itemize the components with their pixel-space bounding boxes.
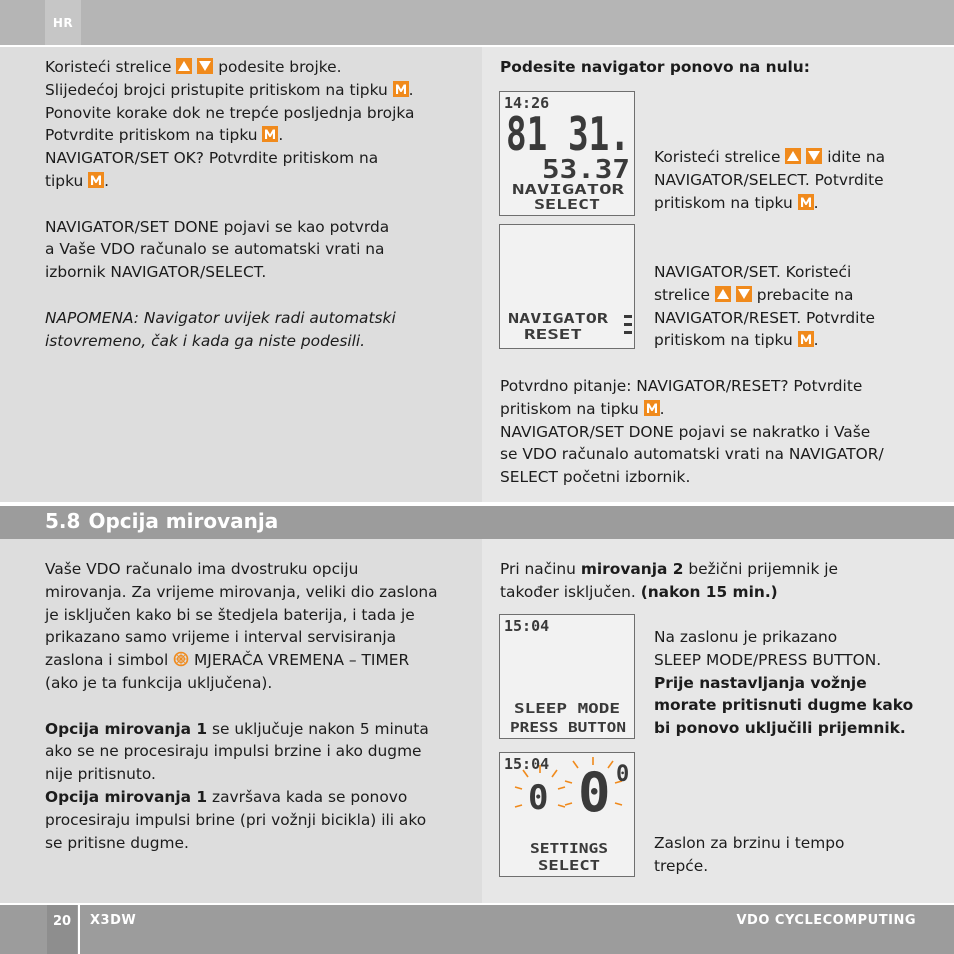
lcd-segment: [624, 315, 632, 318]
lcd-segment: [624, 331, 632, 334]
m-key-icon: [262, 126, 278, 142]
lcd-time: 15:04: [504, 617, 550, 635]
top-left-text: [45, 56, 414, 352]
lcd-line-1: SLEEP MODE: [514, 702, 620, 717]
lcd-line-1: NAVIGATOR: [508, 312, 609, 327]
lcd-segment: [624, 323, 632, 326]
text-line: NAVIGATOR/RESET. Potvrdite: [654, 308, 875, 327]
section-number: 5.8: [45, 509, 81, 533]
text-line: ako se ne procesiraju impulsi brzine i ako dugme: [45, 742, 422, 761]
text-line: trepće.: [654, 856, 709, 875]
lcd-line-1: SETTINGS: [530, 842, 609, 857]
lcd-line-2: RESET: [524, 328, 583, 343]
arrow-down-icon: [736, 286, 752, 302]
confirm-text: [500, 375, 884, 489]
text-line: (ako je ta funkcija uključena).: [45, 673, 273, 692]
lcd-main-value: 81 31.: [506, 107, 630, 161]
text-line: tipku .: [45, 171, 110, 190]
m-key-icon: [798, 331, 814, 347]
m-key-icon: [88, 172, 104, 188]
text-line: Na zaslonu je prikazano: [654, 628, 838, 646]
lcd-display-navigator-reset: [499, 224, 635, 349]
top-right-heading: Podesite navigator ponovo na nulu:: [500, 58, 810, 76]
text-line: Slijedećoj brojci pristupite pritiskom na tipku .: [45, 80, 414, 99]
text-line: Pri načinu mirovanja 2 bežični prijemnik je: [500, 560, 838, 578]
header-band: [0, 0, 954, 45]
text-line: pritiskom na tipku .: [654, 331, 819, 350]
blank-line: [45, 284, 414, 307]
arrow-up-icon: [176, 58, 192, 74]
text-line: Koristeći strelice idite na: [654, 148, 886, 166]
bottom-right-intro: [500, 558, 838, 604]
lcd-digit: 0: [578, 761, 611, 824]
text-line: pritiskom na tipku .: [500, 399, 665, 418]
lcd-display-navigator-select: [499, 91, 635, 216]
step-1-text: [654, 146, 885, 214]
text-line: se pritisne dugme.: [45, 833, 189, 852]
text-line: Vaše VDO računalo ima dvostruku opciju: [45, 560, 359, 578]
arrow-down-icon: [806, 148, 822, 164]
arrow-up-icon: [785, 148, 801, 164]
m-key-icon: [644, 400, 660, 416]
note-line: NAPOMENA: Navigator uvijek radi automatski: [45, 308, 396, 327]
text-line: NAVIGATOR/SET DONE pojavi se kao potvrda: [45, 217, 390, 236]
text-line: SELECT početni izbornik.: [500, 468, 691, 487]
blank-line: [45, 193, 414, 216]
language-tab: HR: [45, 0, 81, 45]
footer-model: X3DW: [90, 913, 137, 928]
lcd-time: 15:04: [504, 755, 550, 773]
step-2-text: [654, 261, 875, 352]
m-key-icon: [798, 194, 814, 210]
lcd-display-settings-select: [499, 752, 635, 877]
text-line: Opcija mirovanja 1 završava kada se ponovo: [45, 787, 408, 806]
text-line: nije pritisnuto.: [45, 765, 156, 784]
text-line: SLEEP MODE/PRESS BUTTON.: [654, 650, 882, 669]
footer-brand: VDO CYCLECOMPUTING: [736, 913, 916, 928]
text-line: Ponovite korake dok ne trepće posljednja brojka: [45, 103, 415, 122]
text-line: procesiraju impulsi brine (pri vožnji bicikla) ili ako: [45, 810, 427, 829]
text-line: mirovanja. Za vrijeme mirovanja, veliki dio zaslona: [45, 582, 438, 601]
text-line: strelice prebacite na: [654, 285, 854, 304]
text-line: NAVIGATOR/SET OK? Potvrdite pritiskom na: [45, 149, 379, 168]
text-line: Potvrdno pitanje: NAVIGATOR/RESET? Potvrdite: [500, 377, 863, 395]
text-line: je isključen kako bi se štedjela baterija, i tada je: [45, 605, 415, 624]
text-line: morate pritisnuti dugme kako: [654, 696, 914, 715]
lcd-line-2: SELECT: [538, 859, 601, 874]
text-line: zaslona i simbol MJERAČA VREMENA – TIMER: [45, 651, 410, 670]
lcd-line-2: SELECT: [534, 198, 601, 213]
text-line: se VDO računalo automatski vrati na NAVIGATOR/: [500, 445, 884, 464]
text-line: također isključen. (nakon 15 min.): [500, 582, 778, 601]
section-title-text: Opcija mirovanja: [88, 509, 279, 533]
text-line: prikazano samo vrijeme i interval servisiranja: [45, 628, 397, 647]
text-line: Prije nastavljanja vožnje: [654, 673, 867, 692]
m-key-icon: [393, 81, 409, 97]
note-line: istovremeno, čak i kada ga niste podesili.: [45, 331, 366, 350]
lcd-display-sleep-mode: [499, 614, 635, 739]
speed-blink-text: [654, 832, 844, 878]
lcd-partial-digit: 0: [616, 762, 630, 787]
timer-icon: [173, 651, 189, 667]
bottom-left-text: [45, 558, 438, 854]
text-line: NAVIGATOR/SET. Koristeći: [654, 263, 852, 281]
page-number: 20: [47, 905, 77, 954]
blank-line: [45, 695, 438, 718]
lcd-time: 14:26: [504, 94, 550, 112]
arrow-up-icon: [715, 286, 731, 302]
lcd-line-2: PRESS BUTTON: [510, 721, 627, 736]
text-line: Opcija mirovanja 1 se uključuje nakon 5 minuta: [45, 719, 429, 738]
text-line: Potvrdite pritiskom na tipku .: [45, 126, 284, 145]
footer-band: [0, 903, 954, 954]
text-line: Zaslon za brzinu i tempo: [654, 834, 845, 852]
text-line: pritiskom na tipku .: [654, 193, 819, 212]
lcd-line-1: NAVIGATOR: [512, 183, 625, 198]
lcd-sub-value: 53.37: [542, 155, 630, 185]
footer-divider: [78, 905, 80, 954]
section-title: [45, 504, 278, 539]
text-line: bi ponovo uključili prijemnik.: [654, 719, 906, 738]
text-line: a Vaše VDO računalo se automatski vrati na: [45, 240, 385, 259]
text-line: Koristeći strelice podesite brojke.: [45, 58, 342, 76]
arrow-down-icon: [197, 58, 213, 74]
text-line: NAVIGATOR/SELECT. Potvrdite: [654, 170, 884, 189]
lcd-digit: 0: [528, 778, 549, 818]
text-line: NAVIGATOR/SET DONE pojavi se nakratko i Vaše: [500, 422, 871, 441]
sleep-text: [654, 626, 913, 740]
text-line: izbornik NAVIGATOR/SELECT.: [45, 263, 267, 282]
